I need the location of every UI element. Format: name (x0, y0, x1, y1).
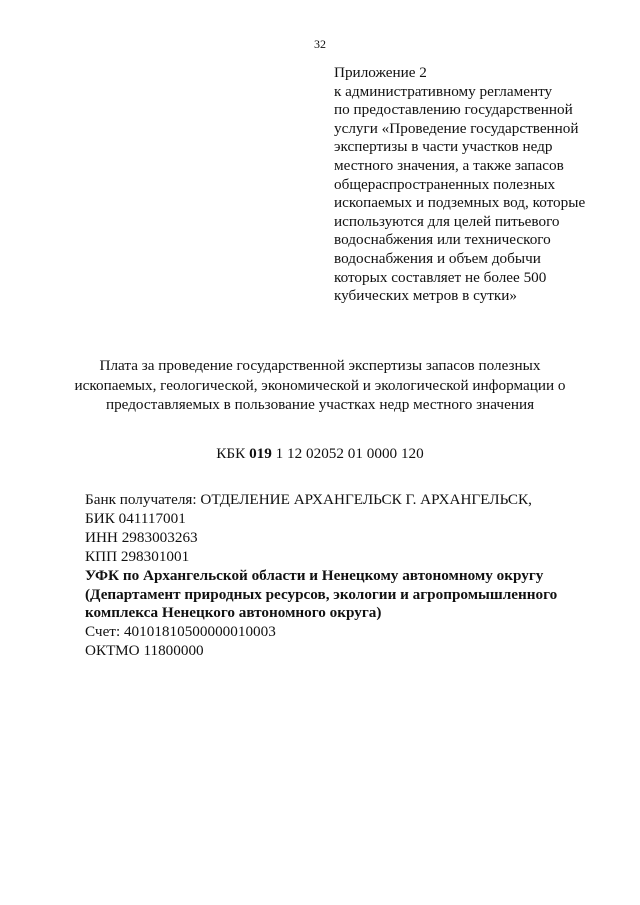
appendix-line: водоснабжения или технического (334, 231, 551, 249)
appendix-line: Приложение 2 (334, 64, 427, 81)
bank-line: Банк получателя: ОТДЕЛЕНИЕ АРХАНГЕЛЬСК Г. АРХАНГЕЛЬСК, (85, 491, 532, 508)
appendix-line: используются для целей питьевого (334, 212, 560, 230)
recipient-line: (Департамент природных ресурсов, экологии и агропромышленного (85, 585, 558, 603)
inn-line: ИНН 2983003263 (85, 528, 198, 546)
kbk-prefix: КБК (216, 445, 250, 462)
recipient-line: комплекса Ненецкого автономного округа) (85, 604, 382, 622)
kbk-line (0, 445, 640, 463)
appendix-line: экспертизы в части участков недр (334, 138, 553, 156)
appendix-line: услуги «Проведение государственной (334, 119, 579, 137)
oktmo-line: ОКТМО 11800000 (85, 642, 204, 660)
account-line: Счет: 40101810500000010003 (85, 623, 276, 641)
kbk-admin-code: 019 (249, 445, 272, 462)
bik-line: БИК 041117001 (85, 509, 186, 527)
heading-line: предоставляемых в пользование участках недр местного значения (105, 396, 535, 413)
appendix-line: по предоставлению государственной (334, 101, 573, 119)
page-number: 32 (314, 37, 326, 51)
heading-line: Плата за проведение государственной экспертизы запасов полезных (99, 357, 541, 374)
document-heading (0, 356, 640, 415)
appendix-line: водоснабжения и объем добычи (334, 249, 541, 267)
appendix-line: общераспространенных полезных (334, 175, 556, 193)
payment-details (85, 491, 615, 661)
appendix-line: к административному регламенту (334, 82, 553, 100)
recipient-line: УФК по Архангельской области и Ненецкому автономному округу (85, 566, 544, 584)
kpp-line: КПП 298301001 (85, 547, 190, 565)
appendix-line: которых составляет не более 500 (334, 268, 547, 286)
heading-line: ископаемых, геологической, экономической и экологической информации о (74, 376, 566, 394)
kbk-rest: 1 12 02052 01 0000 120 (271, 445, 424, 462)
appendix-line: местного значения, а также запасов (334, 156, 564, 174)
appendix-line: ископаемых и подземных вод, которые (334, 194, 586, 212)
appendix-block (334, 64, 634, 306)
appendix-line: кубических метров в сутки» (334, 287, 517, 305)
